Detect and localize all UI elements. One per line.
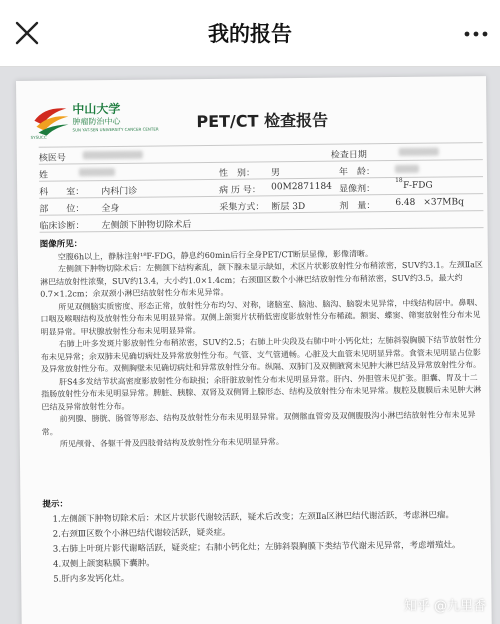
body-part-label: 部 位： (39, 204, 85, 215)
exam-id-label: 核医号 (38, 153, 66, 164)
hospital-abbrev: SYSUCC (30, 134, 47, 140)
diagnosis-label: 临床诊断： (39, 221, 85, 232)
age-value (395, 164, 419, 174)
agent-superscript: 18 (395, 176, 403, 185)
impression-item: 4.双侧上颌窦粘膜下囊肿。 (53, 558, 155, 570)
record-no-label: 病 历 号： (219, 185, 261, 196)
report-photo (0, 67, 500, 624)
info-row-diagnosis (39, 211, 483, 233)
findings-section (40, 234, 486, 451)
age-label: 年 龄： (338, 167, 376, 178)
sex-label: 性 别： (218, 168, 256, 179)
impression-item: 2.右颈Ⅲ区数个小淋巴结代谢较活跃，疑炎症。 (52, 527, 231, 540)
findings-heading: 图像所见： (39, 239, 83, 250)
top-navigation-bar (0, 0, 500, 67)
hospital-name-english: SUN YAT-SEN UNIVERSITY CANCER CENTER (72, 126, 159, 133)
dose-value: 6.48 (395, 197, 416, 209)
scan-mode-value: 断层 3D (271, 201, 306, 213)
dose-label: 剂 量： (339, 201, 376, 212)
dept-value: 内科门诊 (101, 186, 138, 198)
page-title: 我的报告 (208, 22, 292, 46)
diagnosis-value: 左侧颌下肿物切除术后 (101, 220, 192, 232)
impression-item: 1.左侧颌下肿物切除术后：术区片状影代谢较活跃，疑术后改变；左颈Ⅱa区淋巴结代谢活跃，考虑淋巴瘤。 (52, 510, 455, 525)
impression-item: 5.肝内多发钙化灶。 (53, 573, 130, 585)
report-paper (16, 76, 492, 624)
findings-paragraph: 所见颅骨、各躯干骨及四肢骨结构及放射性分布未见明显异常。 (59, 437, 284, 449)
hospital-logo (30, 95, 180, 143)
exam-id-value (83, 150, 143, 161)
dept-label: 科 室： (39, 187, 85, 198)
more-icon[interactable] (464, 31, 488, 37)
exam-date-value (399, 147, 439, 157)
impression-item: 3.右肺上叶斑片影代谢略活跃，疑炎症；右肺小钙化灶；左肺斜裂胸膜下类结节代谢未见异常，考虑增殖灶。 (52, 540, 461, 555)
findings-paragraph: 前列腺、膀胱、肠管等形态、结构及放射性分布未见明显异常。双侧髂血管旁及双侧腹股沟小淋巴结放射性分布未见异常。 (41, 410, 476, 437)
hospital-subname: 肿瘤防治中心 (72, 116, 121, 127)
hospital-name: 中山大学 (72, 101, 121, 117)
scan-mode-label: 采集方式： (219, 202, 265, 213)
name-label: 姓 (38, 170, 49, 181)
impression-section (42, 494, 487, 589)
dose-unit: ×37MBq (423, 197, 464, 208)
findings-paragraph: 空腹6h以上，静脉注射¹⁸F-FDG，静息约60min后行全身PET/CT断层显像，影像清晰。 (57, 248, 373, 262)
report-title: PET/CT 检查报告 (196, 110, 329, 132)
findings-paragraph: 左侧颌下肿物切除术后：左侧颌下结构紊乱，颌下腺未显示缺如，术区片状影放射性分布稍浓密，SUV约3.1。左颈Ⅱa区淋巴结放射性浓聚，SUV约13.4，大小约1.0×1.4cm；右颈Ⅲ区数个小淋巴结放射性分布稍浓密，SUV约3.5，最大约0.7×1.2cm；余双颈小淋巴结放射性分布未见异常。 (40, 260, 483, 299)
impression-heading: 提示： (42, 499, 69, 510)
sex-value: 男 (270, 168, 281, 179)
exam-date-label: 检查日期 (330, 150, 367, 161)
agent-value: F-FDG (403, 180, 433, 191)
body-part-value: 全身 (101, 203, 120, 215)
findings-paragraph: 所见双侧脑实质密度、形态正常，放射性分布均匀、对称，诸脑室、脑池、脑沟、脑裂未见异常，中线结构居中。鼻咽、口咽及喉咽结构及放射性分布未见明显异常。双侧上颌窦片状稍低密度影放射性分布稀疏。额窦、蝶窦、筛窦放射性分布未见明显异常。甲状腺放射性分布未见明显异常。 (40, 297, 483, 337)
patient-info-table (39, 142, 484, 233)
agent-label: 显像剂： (339, 184, 376, 195)
name-value (79, 167, 115, 177)
hospital-emblem-icon (30, 100, 70, 138)
findings-paragraph: 右肺上叶多发斑片影放射性分布稍浓密，SUV约2.5；右肺上叶尖段及右肺中叶小钙化灶；左肺斜裂胸膜下结节放射性分布未见异常；余双肺未见确切病灶及异常放射性分布。气管、支气管通畅。心脏及大血管未见明显异常。食管未见明显占位影及异常放射性分布。双侧胸壁未见确切病灶和异常放射性分布。纵隔、双肺门及双侧腋窝未见肿大淋巴结及异常放射性分布。 (40, 335, 482, 374)
zhihu-watermark: 知乎 @九里香 (403, 599, 486, 614)
findings-paragraph: 肝S4多发结节状高密度影放射性分布缺损；余肝脏放射性分布未见明显异常。肝内、外胆管未见扩张。胆囊、胃及十二指肠放射性分布未见明显异常。脾脏、胰腺、双肾及双侧肾上腺形态、结构及放射性分布未见异常。腹腔及腹膜后未见肿大淋巴结及异常放射性分布。 (41, 372, 482, 412)
record-no-value: 00M2871184 (271, 181, 332, 193)
